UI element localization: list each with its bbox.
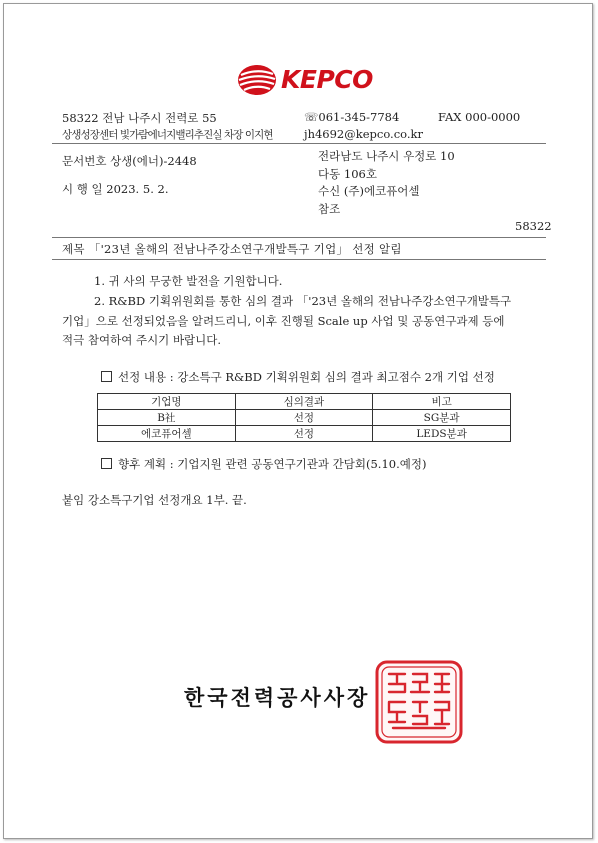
postal-code: 58322 — [515, 219, 552, 233]
body-paragraph-1: 1. 귀 사의 무궁한 발전을 기원합니다. — [94, 274, 283, 288]
column-header: 심의결과 — [235, 394, 373, 410]
table-cell: B社 — [98, 410, 236, 426]
table-row — [98, 410, 511, 426]
sender-address: 58322 전남 나주시 전력로 55 — [62, 111, 217, 125]
sender-email[interactable]: jh4692@kepco.co.kr — [304, 127, 423, 141]
recipient: 수신 (주)에코퓨어셀 — [318, 184, 420, 198]
column-header: 비고 — [373, 394, 511, 410]
official-seal-icon — [375, 660, 463, 744]
checkbox-icon — [101, 458, 112, 469]
subject-divider — [52, 259, 546, 260]
reference: 참조 — [318, 202, 341, 216]
plan-text: 향후 계획 : 기업지원 관련 공동연구기관과 간담회(5.10.예정) — [118, 457, 427, 471]
header-divider — [52, 143, 546, 144]
kepco-emblem-icon — [237, 64, 277, 96]
body-paragraph-2-line-3: 적극 참여하여 주시기 바랍니다. — [62, 333, 222, 347]
table-cell: 선정 — [235, 426, 373, 442]
sender-department: 상생성장센터 빛가람에너지밸리추진실 차장 이지현 — [62, 129, 273, 141]
selection-table — [97, 393, 511, 442]
body-paragraph-2-line-1: 2. R&BD 기획위원회를 통한 심의 결과 「'23년 올해의 전남나주강소연구개발특구 — [94, 294, 512, 308]
selection-heading — [101, 369, 495, 385]
recipient-address-1: 전라남도 나주시 우정로 10 — [318, 149, 455, 163]
recipient-address-2: 다동 106호 — [318, 167, 377, 181]
table-header-row — [98, 394, 511, 410]
issue-date: 시 행 일 2023. 5. 2. — [62, 182, 169, 196]
subject: 제목 「'23년 올해의 전남나주강소연구개발특구 기업」 선정 알림 — [62, 242, 402, 256]
doc-number: 문서번호 상생(에너)-2448 — [62, 154, 197, 168]
signature-name: 한국전력공사사장 — [184, 686, 371, 710]
table-cell: 에코퓨어셀 — [98, 426, 236, 442]
table-cell: 선정 — [235, 410, 373, 426]
selection-heading-text: 선정 내용 : 강소특구 R&BD 기획위원회 심의 결과 최고점수 2개 기업 선정 — [118, 370, 495, 384]
sender-fax: FAX 000-0000 — [438, 110, 521, 124]
plan — [101, 456, 426, 472]
checkbox-icon — [101, 371, 112, 382]
table-row — [98, 426, 511, 442]
attachment: 붙임 강소특구기업 선정개요 1부. 끝. — [62, 493, 247, 507]
body-paragraph-2-line-2: 기업」으로 선정되었음을 알려드리니, 이후 진행될 Scale up 사업 및 공동연구과제 등에 — [62, 314, 505, 328]
logo-text: KEPCO — [281, 65, 373, 94]
info-divider — [52, 237, 546, 238]
table-cell: LEDS분과 — [373, 426, 511, 442]
kepco-logo — [237, 64, 397, 96]
table-cell: SG분과 — [373, 410, 511, 426]
column-header: 기업명 — [98, 394, 236, 410]
sender-phone: ☏061-345-7784 — [304, 110, 400, 124]
